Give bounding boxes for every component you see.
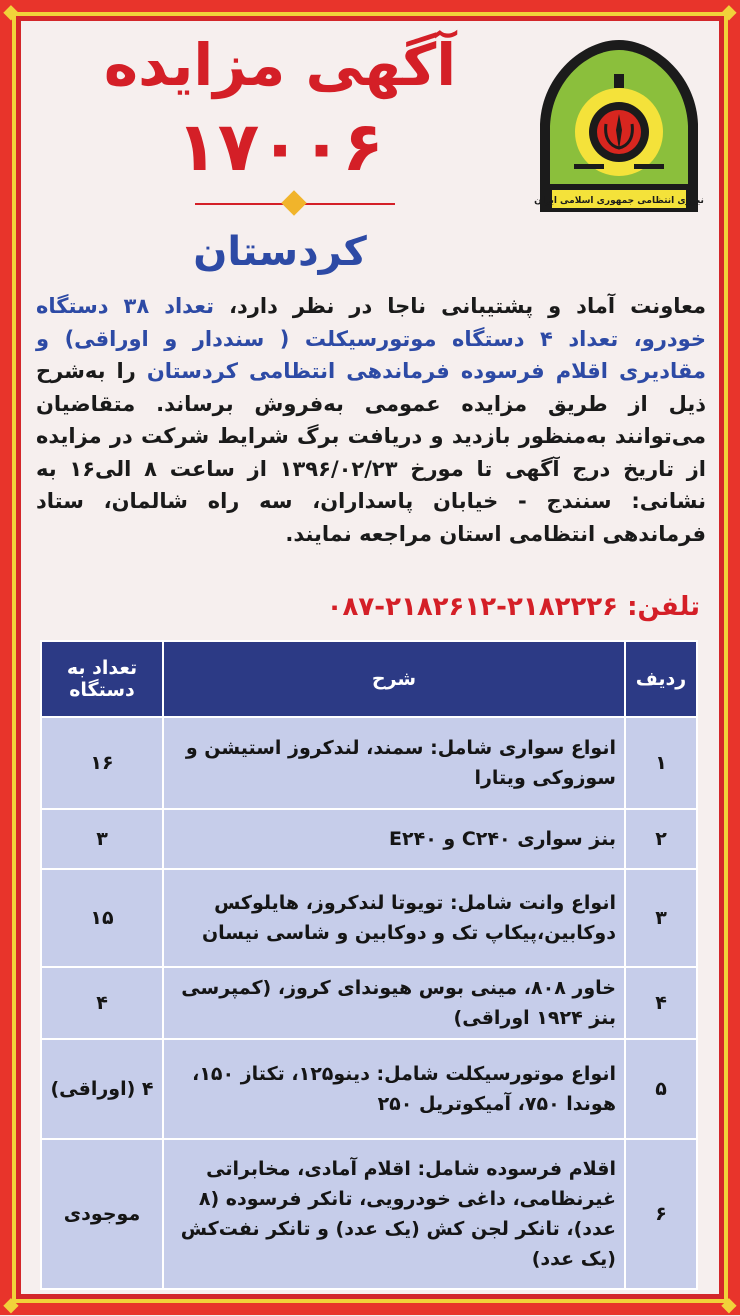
cell-count: ۴ <box>41 967 163 1039</box>
table-row <box>41 869 697 967</box>
intro-text: در نظر دارد، <box>214 294 387 318</box>
cell-count: ۴ (اوراقی) <box>41 1039 163 1139</box>
cell-row-number: ۴ <box>625 967 697 1039</box>
auction-number: ۱۷۰۰۶ <box>40 108 520 188</box>
cell-row-number: ۳ <box>625 869 697 967</box>
cell-row-number: ۵ <box>625 1039 697 1139</box>
emblem-caption: نیروی انتظامی جمهوری اسلامی ایران <box>534 196 704 206</box>
deadline-date: ۱۳۹۶/۰۲/۲۳ <box>280 457 398 481</box>
intro-text: را به‌شرح ذیل از طریق مزایده عمومی به‌فروش برساند. متقاضیان می‌توانند به‌منظور بازدید و دریافت برگ شرایط شرکت در مزایده از تاریخ درج آگهی تا مورخ <box>36 359 706 481</box>
page-title: آگهی مزایده <box>40 30 520 100</box>
cell-row-number: ۱ <box>625 717 697 809</box>
table-row <box>41 1039 697 1139</box>
province-name: کردستان <box>40 222 520 282</box>
organization-name: معاونت آماد و پشتیبانی ناجا <box>387 294 706 318</box>
cell-description: خاور ۸۰۸، مینی بوس هیوندای کروز، (کمپرسی بنز ۱۹۲۴ اوراقی) <box>163 967 625 1039</box>
corner-ornament: ◆ <box>718 0 740 22</box>
table-row <box>41 967 697 1039</box>
cell-row-number: ۶ <box>625 1139 697 1289</box>
cell-count: ۱۶ <box>41 717 163 809</box>
cell-description: انواع موتورسیکلت شامل: دینو۱۲۵، تکتاز ۱۵۰، هوندا ۷۵۰، آمیکوتریل ۲۵۰ <box>163 1039 625 1139</box>
table-row <box>41 809 697 869</box>
header-description: شرح <box>163 641 625 717</box>
table-row <box>41 717 697 809</box>
intro-text: از ساعت <box>157 457 280 481</box>
cell-description: انواع سواری شامل: سمند، لندکروز استیشن و سوزوکی ویتارا <box>163 717 625 809</box>
items-table <box>40 640 698 1290</box>
police-emblem-logo <box>534 34 704 220</box>
cell-count: ۱۵ <box>41 869 163 967</box>
cell-row-number: ۲ <box>625 809 697 869</box>
corner-ornament: ◆ <box>718 1293 740 1315</box>
corner-ornament: ◆ <box>0 0 22 22</box>
table-row <box>41 1139 697 1289</box>
phone-number: تلفن: ۲۱۸۲۲۲۶-۲۱۸۲۶۱۲-۰۸۷ <box>40 592 700 622</box>
cell-description: اقلام فرسوده شامل: اقلام آمادی، مخابراتی غیرنظامی، داغی خودرویی، تانکر فرسوده (۸ عدد)، تانکر لجن کش (یک عدد) و تانکر نفت‌کش (یک عدد) <box>163 1139 625 1289</box>
cell-description: انواع وانت شامل: تویوتا لندکروز، هایلوکس دوکابین،پیکاپ تک و دوکابین و شاسی نیسان <box>163 869 625 967</box>
header-count: تعداد به دستگاه <box>41 641 163 717</box>
header-row-number: ردیف <box>625 641 697 717</box>
corner-ornament: ◆ <box>0 1293 22 1315</box>
cell-description: بنز سواری C۲۴۰ و E۲۴۰ <box>163 809 625 869</box>
table-header-row <box>41 641 697 717</box>
announcement-text <box>36 290 706 550</box>
address-text: به نشانی: سنندج - خیابان پاسداران، سه راه شالمان، ستاد فرماندهی انتظامی استان مراجعه نمایند. <box>36 457 706 546</box>
cell-count: موجودی <box>41 1139 163 1289</box>
cell-count: ۳ <box>41 809 163 869</box>
items-summary: تعداد ۳۸ دستگاه خودرو، تعداد ۴ دستگاه موتورسیکلت ( سنددار و اوراقی) و مقادیری اقلام فرسوده فرماندهی انتظامی کردستان <box>36 294 706 383</box>
visiting-hours: ۸ الی۱۶ <box>69 457 157 481</box>
